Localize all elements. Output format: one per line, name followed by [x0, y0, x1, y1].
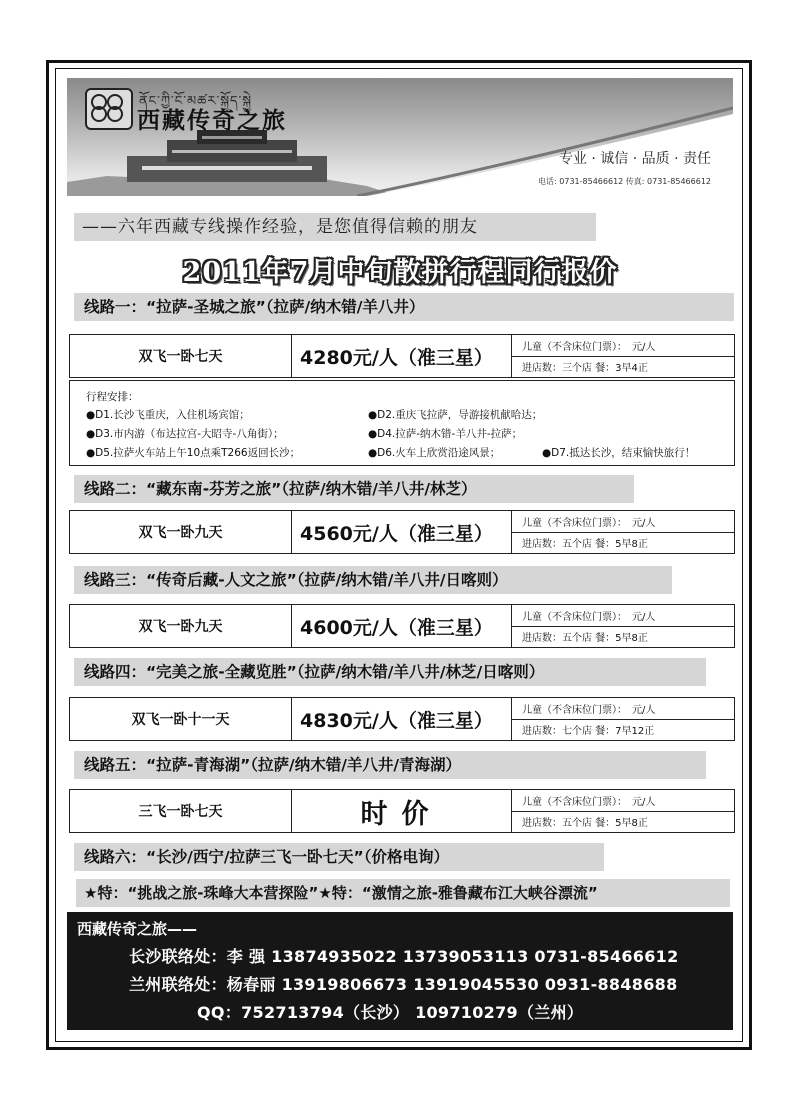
- route-5-price: 时价: [292, 790, 512, 832]
- route-4-stay: 进店数：七个店 餐：7早12正: [522, 726, 655, 738]
- route-3-price: 4600元/人（准三星）: [292, 605, 512, 647]
- page-title: 2011年7月中旬散拼行程同行报价: [182, 257, 618, 288]
- route-2-price-box: [69, 510, 735, 554]
- header-banner: [67, 78, 733, 196]
- itinerary-item: ●D6.火车上欣赏沿途风景；: [368, 447, 501, 459]
- itinerary-title: 行程安排：: [86, 391, 139, 403]
- route-4-header: 线路四：“完美之旅-全藏览胜”（拉萨/纳木错/羊八井/林芝/日喀则）: [74, 658, 706, 686]
- route-5-stay: 进店数：五个店 餐：5早8正: [522, 818, 648, 830]
- phone-fax-line: 电话: 0731-85466612 传真: 0731-85466612: [538, 177, 711, 186]
- route-2-stay: 进店数：五个店 餐：5早8正: [522, 539, 648, 551]
- itinerary-item: ●D7.抵达长沙，结束愉快旅行！: [542, 447, 696, 459]
- route-4-info: [512, 698, 734, 740]
- contact-qq: QQ：752713794（长沙） 109710279（兰州）: [197, 1003, 584, 1022]
- route-6-header: 线路六：“长沙/西宁/拉萨三飞一卧七天”（价格电询）: [74, 843, 604, 871]
- route-2-duration: 双飞一卧九天: [70, 511, 292, 553]
- route-4-price: 4830元/人（准三星）: [292, 698, 512, 740]
- route-5-header: 线路五：“拉萨-青海湖”（拉萨/纳木错/羊八井/青海湖）: [74, 751, 706, 779]
- route-1-duration: 双飞一卧七天: [70, 335, 292, 377]
- route-1-price: 4280元/人（准三星）: [292, 335, 512, 377]
- route-3-header: 线路三：“传奇后藏-人文之旅”（拉萨/纳木错/羊八井/日喀则）: [74, 566, 672, 594]
- special-tours: ★特：“挑战之旅-珠峰大本营探险”★特：“激情之旅-雅鲁藏布江大峡谷漂流”: [76, 879, 730, 907]
- subtitle: ——六年西藏专线操作经验，是您值得信赖的朋友: [74, 213, 596, 241]
- route-5-price-box: [69, 789, 735, 833]
- itinerary-item: ●D3.市内游（布达拉宫-大昭寺-八角街）；: [86, 428, 284, 440]
- itinerary-box: [69, 380, 735, 466]
- route-3-info: [512, 605, 734, 647]
- route-5-info: [512, 790, 734, 832]
- route-3-price-box: [69, 604, 735, 648]
- route-1-child-price: 儿童（不含床位门票）： 元/人: [512, 335, 734, 357]
- contact-lead: 西藏传奇之旅——: [77, 920, 198, 938]
- itinerary-item: ●D4.拉萨-纳木错-羊八井-拉萨；: [368, 428, 523, 440]
- logo-emblem-icon: [85, 88, 133, 130]
- route-2-child-price: 儿童（不含床位门票）： 元/人: [512, 511, 734, 533]
- route-4-duration: 双飞一卧十一天: [70, 698, 292, 740]
- contact-changsha: 长沙联络处：李 强 13874935022 13739053113 0731-85466612: [129, 947, 679, 966]
- route-2-price: 4560元/人（准三星）: [292, 511, 512, 553]
- route-1-header: 线路一：“拉萨-圣城之旅”（拉萨/纳木错/羊八井）: [74, 293, 734, 321]
- route-3-stay: 进店数：五个店 餐：5早8正: [522, 633, 648, 645]
- logo-name: 西藏传奇之旅: [137, 107, 287, 134]
- itinerary-item: ●D5.拉萨火车站上午10点乘T266返回长沙；: [86, 447, 301, 459]
- route-4-price-box: [69, 697, 735, 741]
- contact-block: [67, 912, 733, 1030]
- route-5-child-price: 儿童（不含床位门票）： 元/人: [512, 790, 734, 812]
- itinerary-item: ●D2.重庆飞拉萨，导游接机献哈达；: [368, 409, 543, 421]
- contact-lanzhou: 兰州联络处：杨春丽 13919806673 13919045530 0931-8848688: [129, 975, 678, 994]
- tibetan-script: ནོང་ཀྱི་ངོ་མཚར་སྐྱོད་སྐྱེ: [139, 94, 253, 109]
- slogan: 专业 · 诚信 · 品质 · 责任: [558, 151, 711, 167]
- route-1-stay: 进店数：三个店 餐：3早4正: [522, 363, 648, 375]
- route-4-child-price: 儿童（不含床位门票）： 元/人: [512, 698, 734, 720]
- route-5-duration: 三飞一卧七天: [70, 790, 292, 832]
- route-3-duration: 双飞一卧九天: [70, 605, 292, 647]
- route-3-child-price: 儿童（不含床位门票）： 元/人: [512, 605, 734, 627]
- route-2-header: 线路二：“藏东南-芬芳之旅”（拉萨/纳木错/羊八井/林芝）: [74, 475, 634, 503]
- route-1-info: [512, 335, 734, 377]
- route-2-info: [512, 511, 734, 553]
- route-1-price-box: [69, 334, 735, 378]
- itinerary-item: ●D1.长沙飞重庆，入住机场宾馆；: [86, 409, 250, 421]
